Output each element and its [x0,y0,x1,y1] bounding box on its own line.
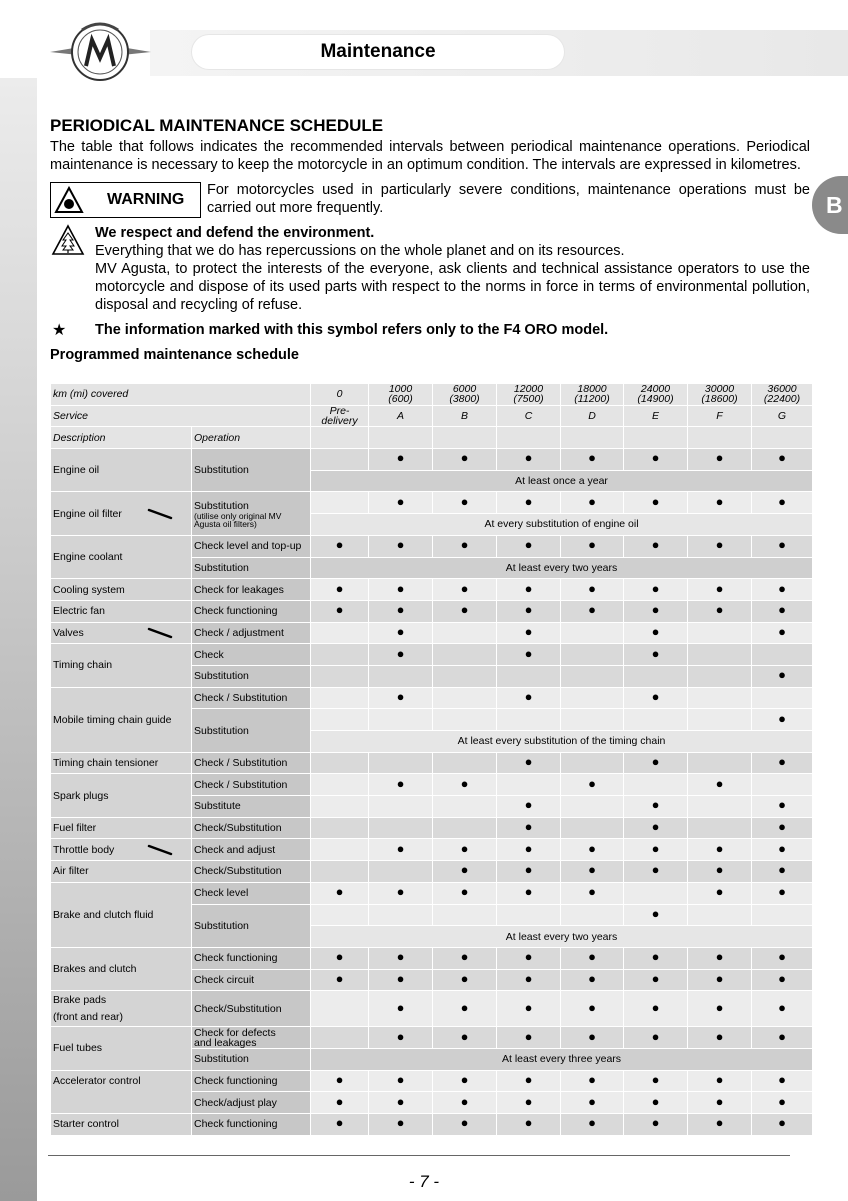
item-valves: Valves [51,622,192,644]
check-dot: ● [460,999,469,1015]
op-check-functioning: Check functioning [192,1070,311,1092]
warning-label: WARNING [107,191,185,208]
check-dot: ● [396,999,405,1015]
check-dot: ● [715,840,724,856]
environment-line-1: Everything that we do has repercussions on the whole planet and on its resources. [95,243,625,259]
check-dot: ● [651,645,660,661]
check-dot: ● [524,1115,533,1131]
op-check-defects: Check for defects and leakages [192,1027,311,1049]
table-row [51,579,813,601]
op-check-sub-compact: Check/Substitution [192,817,311,839]
check-dot: ● [778,949,786,965]
check-dot: ● [460,1071,469,1087]
check-dot: ● [715,493,724,509]
table-row [51,774,813,796]
service-col-1: A [369,405,433,427]
op-check-level: Check level [192,882,311,904]
check-dot: ● [651,905,660,921]
page-header-title: Maintenance [192,35,564,69]
check-dot: ● [396,1071,405,1087]
check-dot: ● [588,970,596,986]
check-dot: ● [524,999,533,1015]
km-col-6: 30000 (18600) [688,384,752,406]
km-label: km (mi) covered [51,384,311,406]
op-check-substitution: Check / Substitution [192,687,311,709]
op-check-and-adjust: Check and adjust [192,839,311,861]
check-dot: ● [651,1093,660,1109]
page-number: - 7 - [408,1172,440,1191]
service-col-6: F [688,405,752,427]
check-dot: ● [651,1071,660,1087]
check-dot: ● [335,949,344,965]
check-dot: ● [778,862,786,878]
item-spark-plugs: Spark plugs [51,774,192,817]
check-dot: ● [651,970,660,986]
item-engine-oil: Engine oil [51,449,192,492]
op-check-sub-compact: Check/Substitution [192,991,311,1027]
check-dot: ● [651,819,660,835]
check-dot: ● [396,580,405,596]
table-row [51,600,813,622]
check-dot: ● [778,1093,786,1109]
table-row [51,1070,813,1092]
check-dot: ● [335,970,344,986]
check-dot: ● [524,1093,533,1109]
check-dot: ● [778,493,786,509]
warning-block [50,181,810,218]
check-dot: ● [524,1071,533,1087]
check-dot: ● [524,884,533,900]
check-dot: ● [396,1028,405,1044]
table-row [51,947,813,969]
span-every-three-years: At least every three years [311,1048,813,1070]
check-dot: ● [651,862,660,878]
check-dot: ● [778,580,786,596]
check-dot: ● [396,1115,405,1131]
check-dot: ● [715,970,724,986]
check-dot: ● [715,884,724,900]
check-dot: ● [778,999,786,1015]
content [50,116,810,364]
op-check-adjust-play: Check/adjust play [192,1092,311,1114]
table-row [51,644,813,666]
check-dot: ● [778,1115,786,1131]
check-dot: ● [778,450,786,466]
check-dot: ● [715,1028,724,1044]
item-engine-coolant: Engine coolant [51,535,192,578]
service-col-0: Pre-delivery [311,405,369,427]
check-dot: ● [335,537,344,553]
environment-title: We respect and defend the environment. [95,225,375,241]
check-dot: ● [715,602,724,618]
op-check-circuit: Check circuit [192,969,311,991]
km-col-4: 18000 (11200) [561,384,624,406]
check-dot: ● [651,797,660,813]
check-dot: ● [460,537,469,553]
km-col-1: 1000 (600) [369,384,433,406]
check-dot: ● [715,450,724,466]
table-row [51,535,813,557]
item-mobile-guide: Mobile timing chain guide [51,687,192,752]
check-dot: ● [778,819,786,835]
op-substitution: Substitution [192,1048,311,1070]
table-row [51,991,813,1027]
table-row [51,1114,813,1136]
check-dot: ● [460,1028,469,1044]
check-dot: ● [396,840,405,856]
check-dot: ● [460,580,469,596]
item-timing-chain: Timing chain [51,644,192,687]
op-check-substitution: Check / Substitution [192,752,311,774]
check-dot: ● [588,862,596,878]
check-dot: ● [524,493,533,509]
check-dot: ● [460,862,469,878]
check-dot: ● [460,602,469,618]
span-every-two-years: At least every two years [311,557,813,579]
check-dot: ● [335,1093,344,1109]
table-row [51,492,813,514]
item-fuel-tubes: Fuel tubes [51,1027,192,1070]
check-dot: ● [396,970,405,986]
check-dot: ● [651,1115,660,1131]
check-dot: ● [651,602,660,618]
check-dot: ● [588,580,596,596]
span-every-two-years: At least every two years [311,926,813,948]
check-dot: ● [460,450,469,466]
check-dot: ● [396,493,405,509]
check-dot: ● [524,970,533,986]
check-dot: ● [778,840,786,856]
item-brake-fluid: Brake and clutch fluid [51,882,192,947]
check-dot: ● [588,1115,596,1131]
check-dot: ● [778,884,786,900]
item-tensioner: Timing chain tensioner [51,752,192,774]
op-check-functioning: Check functioning [192,947,311,969]
check-dot: ● [460,970,469,986]
service-col-7: G [752,405,813,427]
op-check: Check [192,644,311,666]
check-dot: ● [460,949,469,965]
km-col-7: 36000 (22400) [752,384,813,406]
wrench-icon [147,844,173,856]
item-electric-fan: Electric fan [51,600,192,622]
check-dot: ● [524,645,533,661]
section-tab[interactable]: B [812,176,848,234]
check-dot: ● [335,884,344,900]
star-note [50,320,810,340]
service-col-4: D [561,405,624,427]
check-dot: ● [396,623,405,639]
check-dot: ● [524,754,533,770]
check-dot: ● [778,797,786,813]
check-dot: ● [715,1115,724,1131]
schedule-title: Programmed maintenance schedule [50,347,299,363]
warning-text: For motorcycles used in particularly severe conditions, maintenance operations must be carried out more frequently. [207,182,810,216]
maintenance-schedule-table [50,383,813,1136]
check-dot: ● [715,862,724,878]
check-dot: ● [460,1115,469,1131]
wrench-icon [147,508,173,520]
section-title: PERIODICAL MAINTENANCE SCHEDULE [50,116,384,135]
item-brakes-clutch: Brakes and clutch [51,947,192,990]
check-dot: ● [396,884,405,900]
service-label: Service [51,405,311,427]
check-dot: ● [651,493,660,509]
check-dot: ● [651,450,660,466]
op-check-sub-compact: Check/Substitution [192,861,311,883]
check-dot: ● [651,688,660,704]
table-row [51,817,813,839]
left-gradient-bar [0,78,37,1201]
km-col-3: 12000 (7500) [497,384,561,406]
check-dot: ● [460,775,469,791]
check-dot: ● [396,775,405,791]
check-dot: ● [524,580,533,596]
operation-header: Operation [192,427,311,449]
column-header-row [51,427,813,449]
description-header: Description [51,427,192,449]
check-dot: ● [651,999,660,1015]
check-dot: ● [715,949,724,965]
check-dot: ● [778,1071,786,1087]
warning-box [50,182,201,218]
op-substitution: Substitution [192,557,311,579]
km-col-5: 24000 (14900) [624,384,688,406]
check-dot: ● [715,1071,724,1087]
table-row [51,687,813,709]
check-dot: ● [524,819,533,835]
item-engine-oil-filter: Engine oil filter [51,492,192,535]
check-dot: ● [715,1093,724,1109]
item-throttle-body: Throttle body [51,839,192,861]
warning-icon [51,183,87,217]
span-every-oil-sub: At every substitution of engine oil [311,514,813,536]
check-dot: ● [588,537,596,553]
service-col-5: E [624,405,688,427]
op-substitution: Substitution [192,904,311,947]
service-col-2: B [433,405,497,427]
check-dot: ● [396,450,405,466]
check-dot: ● [396,645,405,661]
check-dot: ● [588,949,596,965]
service-col-3: C [497,405,561,427]
check-dot: ● [396,949,405,965]
check-dot: ● [460,1093,469,1109]
check-dot: ● [524,1028,533,1044]
table-row [51,861,813,883]
check-dot: ● [778,1028,786,1044]
op-check-functioning: Check functioning [192,1114,311,1136]
check-dot: ● [524,862,533,878]
km-header-row [51,384,813,406]
check-dot: ● [588,884,596,900]
table-row [51,449,813,471]
item-accelerator: Accelerator control [51,1070,192,1113]
check-dot: ● [651,623,660,639]
check-dot: ● [396,602,405,618]
table-row [51,622,813,644]
check-dot: ● [524,840,533,856]
table-row [51,752,813,774]
table-row [51,839,813,861]
check-dot: ● [524,602,533,618]
check-dot: ● [588,1028,596,1044]
check-dot: ● [524,797,533,813]
check-dot: ● [778,667,786,683]
check-dot: ● [335,580,344,596]
check-dot: ● [588,450,596,466]
check-dot: ● [396,688,405,704]
item-cooling-system: Cooling system [51,579,192,601]
check-dot: ● [335,1115,344,1131]
check-dot: ● [335,602,344,618]
check-dot: ● [396,537,405,553]
op-substitution: Substitution [192,709,311,752]
check-dot: ● [524,949,533,965]
op-check-level-topup: Check level and top-up [192,535,311,557]
footer-divider [48,1155,790,1156]
op-check-adjustment: Check / adjustment [192,622,311,644]
km-col-0: 0 [311,384,369,406]
check-dot: ● [651,754,660,770]
check-dot: ● [588,493,596,509]
check-dot: ● [588,775,596,791]
star-icon: ★ [52,322,67,339]
service-header-row [51,405,813,427]
check-dot: ● [588,602,596,618]
check-dot: ● [651,580,660,596]
check-dot: ● [651,537,660,553]
check-dot: ● [778,623,786,639]
item-air-filter: Air filter [51,861,192,883]
environment-tree-icon [51,224,85,256]
check-dot: ● [778,970,786,986]
check-dot: ● [651,1028,660,1044]
table-row [51,882,813,904]
mv-agusta-logo-icon [48,12,153,86]
check-dot: ● [460,884,469,900]
star-note-text: The information marked with this symbol refers only to the F4 ORO model. [95,322,609,338]
op-substitute: Substitute [192,796,311,818]
check-dot: ● [715,580,724,596]
span-every-chain-sub: At least every substitution of the timing chain [311,731,813,753]
check-dot: ● [715,775,724,791]
km-col-2: 6000 (3800) [433,384,497,406]
check-dot: ● [778,602,786,618]
check-dot: ● [460,493,469,509]
check-dot: ● [335,1071,344,1087]
item-fuel-filter: Fuel filter [51,817,192,839]
check-dot: ● [715,537,724,553]
table-row [51,1027,813,1049]
check-dot: ● [524,450,533,466]
op-substitution: Substitution [192,665,311,687]
wrench-icon [147,627,173,639]
check-dot: ● [778,537,786,553]
check-dot: ● [588,1071,596,1087]
check-dot: ● [651,840,660,856]
check-dot: ● [524,537,533,553]
op-check-functioning: Check functioning [192,600,311,622]
op-check-substitution: Check / Substitution [192,774,311,796]
check-dot: ● [588,1093,596,1109]
op-oil-filter-substitution: Substitution (utilise only original MV Agusta oil filters) [192,492,311,535]
check-dot: ● [778,754,786,770]
check-dot: ● [715,999,724,1015]
span-once-a-year: At least once a year [311,470,813,492]
environment-line-2: MV Agusta, to protect the interests of the everyone, ask clients and technical assistance operators to use the motorcycle and dispose of its used parts with respect to the norms in force in terms of environmental pollution, disposal and recycling of refuse. [95,261,810,313]
intro-paragraph: The table that follows indicates the recommended intervals between periodical maintenance operations. Periodical maintenance is necessary to keep the motorcycle in an optimum condition. The intervals are expressed in kilometres. [50,139,810,173]
op-substitution: Substitution [192,449,311,492]
check-dot: ● [778,710,786,726]
environment-block [50,224,810,314]
check-dot: ● [588,840,596,856]
check-dot: ● [588,999,596,1015]
item-brake-pads: Brake pads (front and rear) [51,991,192,1027]
item-starter: Starter control [51,1114,192,1136]
check-dot: ● [460,840,469,856]
check-dot: ● [524,688,533,704]
check-dot: ● [524,623,533,639]
check-dot: ● [651,949,660,965]
op-check-leakages: Check for leakages [192,579,311,601]
check-dot: ● [396,1093,405,1109]
